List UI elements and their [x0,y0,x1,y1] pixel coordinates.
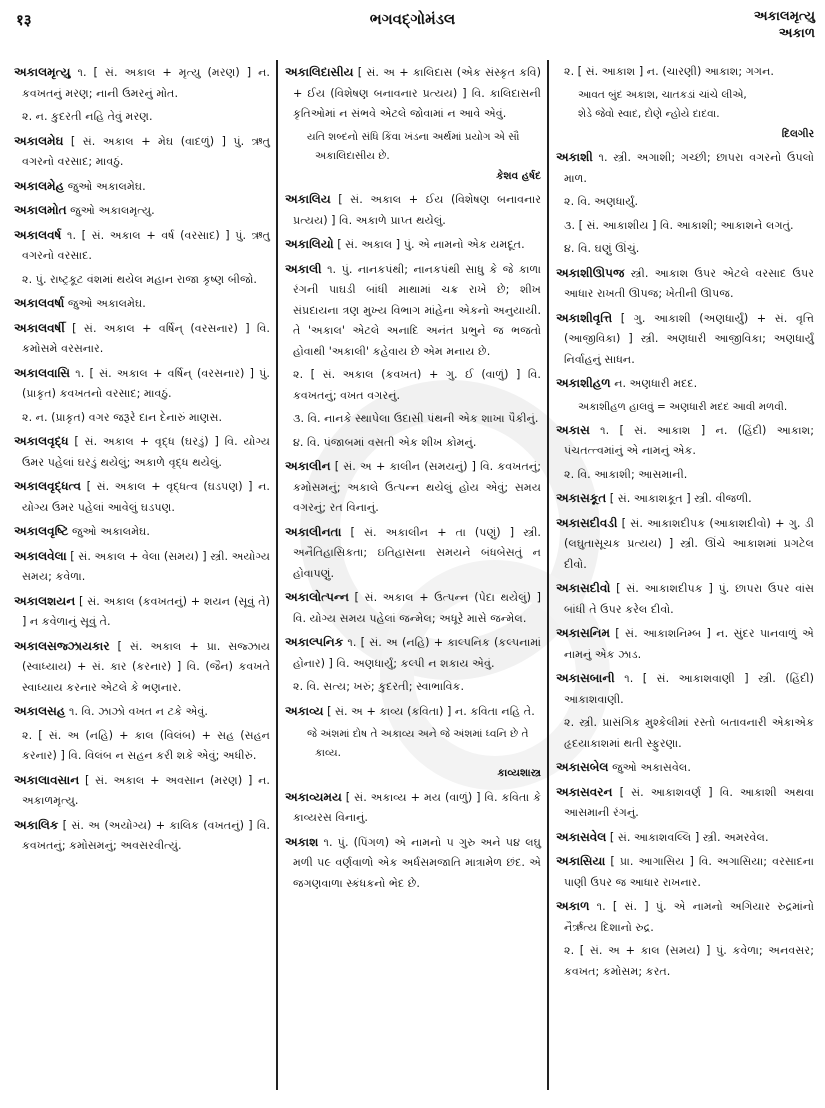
citation-quote: શેડે જેવો સ્વાદ, દોણે ન્હોયે દાદવા. [578,107,720,120]
definition: ૧. [ સં. ] પું. એ નામનો અગિયાર રુદ્રમાંનો નૈર્ઋત્ય દિશાનો રુદ્ર. [564,900,814,934]
definition: [ સં. આકાશદીપક (આકાશદીવો) + ગુ. ડી (લઘુતાસૂચક પ્રત્યય) ] સ્ત્રી. ઊંચે આકાશમાં પ્રગટેલ દીવો. [564,516,814,571]
dictionary-entry [14,131,270,173]
definition: [ સં. આકાશનિમ્બ ] ન. સુંદર પાનવાળું એ નામનું એક ઝાડ. [564,627,814,661]
sub-sense: ૨. વિ. સત્ય; ખરું; કુદરતી; સ્વાભાવિક. [293,680,465,693]
dictionary-entry [285,259,541,363]
headword: અકાસબેલ [556,760,609,774]
definition: [ સં. અ + કાલિદાસ (એક સંસ્કૃત કવિ) + ઈય (વિશેષણ બનાવનાર પ્રત્યય) ] વિ. કાલિદાસની કૃતિઓમાં ન સંભવે એટલે જોવામાં ન આવે એવું. [293,66,541,120]
citation-quote: જે અંશમાં દોષ તે અકાવ્ય અને જે અંશમાં ધ્વનિ છે તે કાવ્ય. [307,728,529,759]
definition: ૧. પું. નાનકપંથી; નાનકપંથી સાધુ કે જે કાળા રંગની પાઘડી બાંધી માથામાં ચક્ર રાખે છે; શીખ સંપ્રદાયના ત્રણ મુખ્ય વિભાગ માંહેના એકનો અનુયાયી. તે 'અકાલ' એટલે અનાદિ અનંત પ્રભુને જ ભજતો હોવાથી 'અકાલી' કહેવાય છે એમ મનાય છે. [293,262,541,358]
headword: અકાસદીવો [556,581,611,595]
headword: અકાલવર્ષા [14,296,65,310]
dictionary-entry [14,770,270,812]
definition: [ સં. અકાલ + અવસાન (મરણ) ] ન. અકાળમૃત્યુ. [22,773,270,807]
headword: અકાલિક [14,817,59,832]
definition: ૧. પું. (પિંગળ) એ નામનો ૫ ગુરુ અને ૫૪ લઘુ મળી ૫૯ વર્ણવાળો એક અર્ધસમજાતિ માત્રામેળ છંદ. એ જગણવાળા સ્કંધકનો ભેદ છે. [293,835,541,890]
definition: [ સં. અકાલ + વર્ષિન્ (વરસનાર) ] વિ. કમોસમે વરસનાર. [22,321,270,355]
dictionary-entry [556,827,814,849]
headword: અકાવ્યમય [285,789,342,804]
definition: [ પ્રા. આગાસિય ] વિ. અગાસિયા; વરસાદના પાણી ઉપર જ આધાર રાખનાર. [564,855,814,889]
dictionary-entry [285,234,541,256]
column-left [14,62,270,860]
citation-quote: યતિ શબ્દનો સંધિ કિંવા ખંડના અર્થમાં પ્રયોગ એ સૌ અકાલિદાસીય છે. [307,130,520,162]
definition: ૧. [ સં. અકાલ + વર્ષ (વરસાદ) ] પું. ઋતુ વગરનો વરસાદ. [22,228,270,262]
page-number: १३ [16,11,32,29]
definition: જુઓ અકાસવેલ. [608,761,691,774]
dictionary-entry [556,373,814,395]
dictionary-entry [285,456,541,519]
headword: અકાલવેલા [14,548,67,563]
book-title: ભગવદ્ગોમંડલ [369,10,456,28]
definition: ૧. [ સં. આકાશ ] ન. (હિંદી) આકાશ; પંચતત્ત્વમાંનું એ નામનું એક. [564,423,814,457]
headword: અકાશ [285,834,319,849]
definition: ૧. [ સં. અકાલ + વર્ષિન્ (વરસનાર) ] પું. (પ્રાકૃત) કવખતનો વરસાદ; માવઠું. [22,366,270,400]
headword: અકાસબાની [556,671,615,685]
headword: અકાલવૃદ્ધત્વ [14,479,82,493]
headword: અકાશીહળ [556,376,611,390]
definition: જુઓ અકાલમેઘ. [68,525,150,538]
headword: અકાસિયા [556,854,606,868]
sub-sense: ૩. વિ. નાનકે સ્થાપેલા ઉદાસી પંથની એક શાખા પૈકીનું. [293,412,539,425]
citation-source: કેશવ હર્ષદ [496,169,541,182]
definition: [ સં. અકાલ + વૃદ્ધ (ઘરડું) ] વિ. યોગ્ય ઉમર પહેલાં ઘરડું થયેલું; અકાળે વૃદ્ધ થયેલું. [22,435,270,469]
headword: અકાલવૃદ્ધ [14,434,69,448]
sub-sense: ૨. [ સં. અકાલ (કવખત) + ગુ. ઈ (વાળું) ] વિ. કવખતનું; વખત વગરનું. [293,368,541,402]
dictionary-entry [14,363,270,405]
sub-sense: ૨. વિ. અણધાર્યું. [564,195,639,208]
headword: અકાલવર્ષી [14,320,65,335]
headword: અકાલિદાસીય [285,65,354,79]
dictionary-entry [14,636,270,699]
headword: અકાલવૃષ્ટિ [14,524,69,538]
dictionary-entry [556,896,814,938]
sub-sense: ૪. વિ. પંજાબમાં વસતી એક શીખ કોમનું. [293,435,477,449]
definition: જુઓ અકાલમેઘ. [64,297,146,310]
definition: ૧. [ સં. અ (નહિ) + કાલ્પનિક (કલ્પનામાં હોનાર) ] વિ. અણધાર્યું; કલ્પી ન શકાય એવું. [293,636,541,670]
page-header [0,0,825,58]
definition: [ સં. અ (અયોગ્ય) + કાલિક (વખતનું) ] વિ. કવખતનું; કમોસમનું; અવસરવીત્યું. [22,818,270,852]
definition: [ સં. અકાલ + ઉત્પન્ન (પેદા થયેલું) ] વિ. યોગ્ય સમય પહેલાં જન્મેલ; અધૂરે માસે જન્મેલ. [293,591,541,625]
definition: [ સં. અકાલીન + તા (પણું) ] સ્ત્રી. અનૈતિહાસિકતા; ઇતિહાસના સમયને બંધબેસતું ન હોવાપણું. [293,525,541,580]
dictionary-entry [285,189,541,231]
definition: [ સં. આકાશકૂત ] સ્ત્રી. વીજળી. [606,492,752,505]
dictionary-entry [556,623,814,665]
sub-sense: ૨. પું. રાષ્ટ્રકૂટ વંશમાં થયેલ મહાન રાજા કૃષ્ણ બીજો. [22,272,257,286]
definition: જુઓ અકાલમેઘ. [64,179,146,193]
citation-source: દિલગીર [781,127,814,140]
dictionary-entry [14,318,270,360]
dictionary-entry [556,420,814,462]
dictionary-entry [556,782,814,824]
headword: અકાલિય [285,192,331,206]
headword: અકાસદીવડી [556,515,618,530]
definition: ૧. [ સં. અકાલ + મૃત્યુ (મરણ) ] ન. કવખતનું મરણ; નાની ઉમરનું મોત. [22,66,270,100]
dictionary-entry [285,632,541,674]
dictionary-entry [556,147,814,189]
citation-quote: અકાશીહળ હાલવું = અણધારી મદદ આવી મળવી. [578,400,788,413]
dictionary-entry [14,293,270,315]
definition: [ સં. આકાશવલ્લિ ] સ્ત્રી. અમરવેલ. [606,830,769,844]
headword: અકાલમેઘ [14,133,64,148]
column-divider [276,60,278,1090]
headword: અકાલ્પનિક [285,635,344,649]
headword: અકાસકૂત [556,491,607,505]
definition: [ સં. આકાશવર્ણ ] વિ. આકાશી અથવા આસમાની રંગનું. [564,785,814,819]
dictionary-entry [14,62,270,104]
dictionary-entry [285,522,541,585]
dictionary-entry [556,488,814,510]
definition: [ સં. આકાશદીપક ] પું. છાપરા ઉપર વાંસ બાંધી તે ઉપર કરેલ દીવો. [564,582,814,616]
definition: જુઓ અકાલમૃત્યુ. [66,204,155,217]
headword: અકાલમેહ [14,178,65,193]
headword: અકાળ [556,899,590,913]
dictionary-entry [556,757,814,779]
dictionary-entry [556,578,814,620]
dictionary-entry [14,476,270,518]
sub-sense: ૨. [ સં. આકાશ ] ન. (ચારણી) આકાશ; ગગન. [564,65,774,78]
headword: અકાશીવૃત્તિ [556,310,613,325]
dictionary-entry [14,701,270,723]
dictionary-entry [14,521,270,543]
headword: અકાલવાસિ [14,365,70,380]
definition: [ સં. અકાવ્ય + મય (વાળું) ] વિ. કવિતા કે કાવ્યરસ વિનાનું. [293,790,541,824]
sub-sense: ૨. વિ. આકાશી; આસમાની. [564,467,688,481]
headword: અકાવ્ય [285,703,324,718]
dictionary-entry [14,225,270,267]
definition: સ્ત્રી. આકાશ ઉપર એટલે વરસાદ ઉપર આધાર રાખતી ઊપજ; ખેતીની ઊપજ. [564,266,814,300]
headword: અકાલિયો [285,237,334,251]
headword: અકાસ [556,422,590,437]
definition: [ સં. અકાલ + ઈય (વિશેષણ બનાવનાર પ્રત્યય) ] વિ. અકાળે પ્રાપ્ત થયેલું. [293,193,541,227]
headword: અકાલી [285,261,322,276]
sub-sense: ૨. [ સં. અ (નહિ) + કાલ (વિલંબ) + સહ (સહન કરનાર) ] વિ. વિલંબ ન સહન કરી શકે એવું; અધીરું. [22,728,270,762]
headword: અકાલાવસાન [14,772,80,787]
dictionary-entry [285,701,541,723]
headword: અકાલસહ [14,704,66,718]
dictionary-entry [556,308,814,371]
guide-word-first: અકાલમૃત્યુ [753,9,815,24]
dictionary-entry [556,513,814,576]
column-divider [547,60,549,1090]
sub-sense: ૨. ન. કુદરતી નહિ તેવું મરણ. [22,110,153,123]
headword: અકાલીન [285,459,331,473]
headword: અકાશી [556,150,593,164]
sub-sense: ૨. સ્ત્રી. પ્રાસંગિક મુશ્કેલીમાં રસ્તો બતાવનારી એકાએક હૃદયાકાશમાં થતી સ્ફુરણા. [564,716,814,750]
dictionary-entry [14,591,270,633]
definition: [ સં. અકાલ + મેઘ (વાદળું) ] પું. ઋતુ વગરનો વરસાદ; માવઠું. [22,134,270,168]
dictionary-entry [556,263,814,305]
dictionary-entry [14,431,270,473]
definition: [ સં. અકાલ (કવખતનું) + શયન (સૂવું તે) ] ન કવેળાનું સૂવું તે. [22,594,270,628]
guide-words [754,8,815,42]
definition: ૧. [ સં. આકાશવાણી ] સ્ત્રી. (હિંદી) આકાશવાણી. [564,672,814,706]
dictionary-entry [285,787,541,829]
definition: [ સં. અ + કાવ્ય (કવિતા) ] ન. કવિતા નહિ તે. [323,704,535,718]
headword: અકાસવેલ [556,829,607,844]
citation-quote: આવત બુંદ અકાશ, ચાતકડાં ચાંચે લીએ, [578,88,747,101]
column-right [556,62,814,985]
definition: [ સં. અ + કાલીન (સમયનું) ] વિ. કવખતનું; કમોસમનું; અકાલે ઉત્પન્ન થયેલું હોય એવું; સમય વગરનું; રત વિનાનું. [293,460,541,514]
definition: [ ગુ. આકાશી (અણધાર્યું) + સં. વૃત્તિ (આજીવિકા) ] સ્ત્રી. અણધારી આજીવિકા; અણધાર્યું નિર્વાહનું સાધન. [564,311,814,366]
sub-sense: ૨. ન. (પ્રાકૃત) વગર જરૂરે દાન દેનારું માણસ. [22,410,223,424]
headword: અકાલીનતા [285,524,342,539]
citation-source: કાવ્યશાસ્ત્ર [497,767,541,779]
sub-sense: ૨. [ સં. અ + કાલ (સમય) ] પું. કવેળા; અનવસર; કવખત; કમોસમ; કરત. [564,944,814,978]
headword: અકાલોત્પન્ન [285,590,349,604]
dictionary-entry [285,832,541,895]
definition: [ સં. અકાલ ] પું. એ નામનો એક યમદૂત. [333,238,525,251]
headword: અકાશીઊપજ [556,265,625,280]
definition: ૧. વિ. ઝાઝો વખત ન ટકે એવું. [65,705,208,718]
definition: [ સં. અકાલ + વેલા (સમય) ] સ્ત્રી. અયોગ્ય સમય; કવેળા. [22,549,270,583]
headword: અકાલશયન [14,593,76,608]
headword: અકાસવરન [556,784,613,799]
dictionary-entry [14,546,270,588]
definition: ૧. સ્ત્રી. અગાશી; ગચ્છી; છાપરા વગરનો ઉપલો માળ. [564,151,814,185]
headword: અકાલમોત [14,203,67,217]
dictionary-entry [285,62,541,125]
headword: અકાલમૃત્યુ [14,65,71,79]
sub-sense: ૪. વિ. ઘણું ઊંચું. [564,242,640,255]
headword: અકાલવર્ષ [14,227,62,242]
headword: અકાલસજ્ઝાયકાર [14,638,110,653]
definition: [ સં. અકાલ + પ્રા. સજ્ઝાય (સ્વાધ્યાય) + સં. કાર (કરનાર) ] વિ. (જૈન) કવખતે સ્વાધ્યાય કરનાર એટલે કે ભણનાર. [22,639,270,694]
guide-word-last: અકાળ [778,26,815,41]
definition: [ સં. અકાલ + વૃદ્ધત્વ (ઘડપણ) ] ન. યોગ્ય ઉમર પહેલાં આવેલું ઘડપણ. [22,480,270,514]
column-middle [285,62,541,897]
dictionary-entry [556,668,814,710]
dictionary-entry [556,851,814,893]
headword: અકાસનિમ [556,626,610,640]
sub-sense: ૩. [ સં. આકાશીય ] વિ. આકાશી; આકાશને લગતું. [564,218,794,232]
dictionary-entry [14,176,270,198]
dictionary-entry [285,587,541,629]
dictionary-entry [14,200,270,222]
dictionary-entry [14,815,270,857]
definition: ન. અણધારી મદદ. [610,377,698,390]
